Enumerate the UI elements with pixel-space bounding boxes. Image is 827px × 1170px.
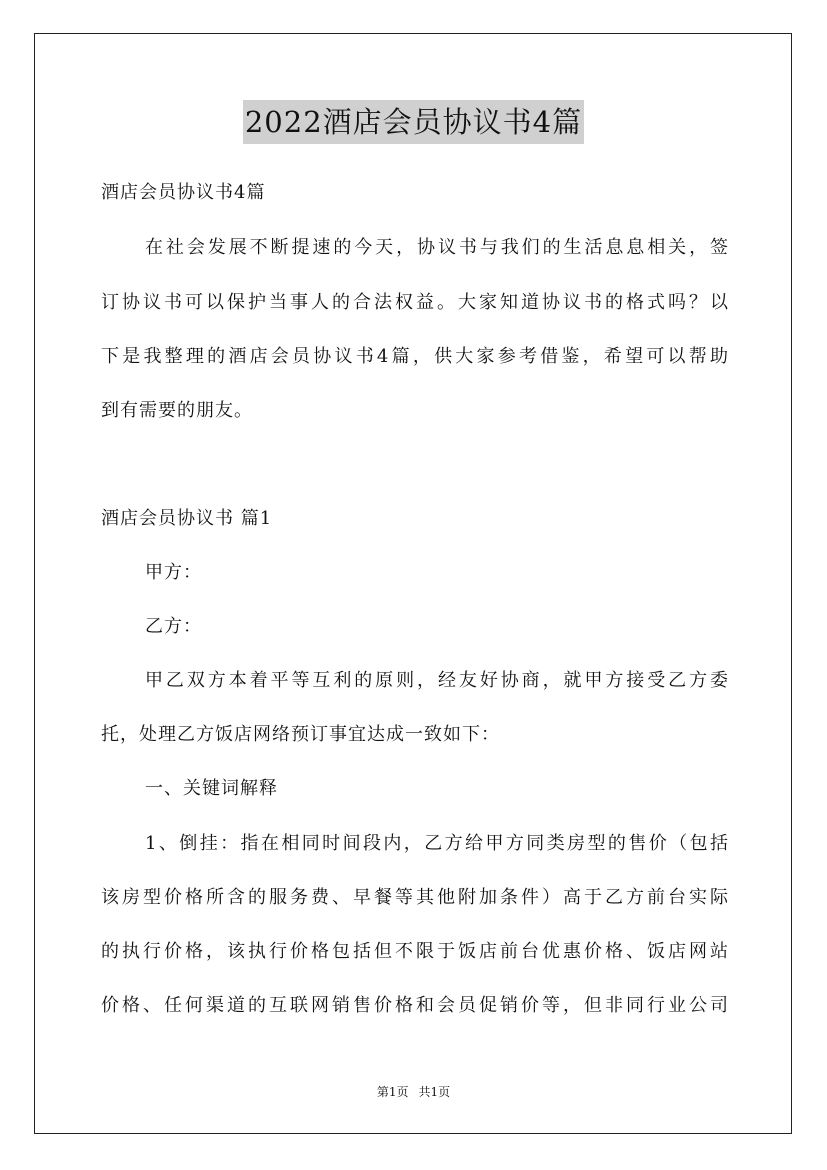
agreement-line-2: 托，处理乙方饭店网络预订事宜达成一致如下：: [101, 724, 500, 745]
clause-line-3: 的执行价格，该执行价格包括但不限于饭店前台优惠价格、饭店网站: [101, 941, 729, 962]
clause-line-1: 1、倒挂：指在相同时间段内，乙方给甲方同类房型的售价（包括: [145, 833, 729, 854]
page-footer: [0, 1084, 827, 1100]
section-heading: 酒店会员协议书 篇1: [101, 508, 273, 529]
clause-line-4: 价格、任何渠道的互联网销售价格和会员促销价等，但非同行业公司: [101, 995, 729, 1016]
document-subtitle: 酒店会员协议书4篇: [101, 182, 266, 203]
clause-line-2: 该房型价格所含的服务费、早餐等其他附加条件）高于乙方前台实际: [101, 887, 729, 908]
intro-line-4: 到有需要的朋友。: [101, 400, 253, 421]
document-title: 2022酒店会员协议书4篇: [243, 100, 584, 144]
title-container: [0, 100, 827, 144]
party-b-label: 乙方：: [145, 616, 202, 637]
intro-line-2: 订协议书可以保护当事人的合法权益。大家知道协议书的格式吗？以: [101, 292, 729, 313]
agreement-line-1: 甲乙双方本着平等互利的原则，经友好协商，就甲方接受乙方委: [145, 670, 729, 691]
page-number: 第1页: [376, 1085, 409, 1099]
intro-line-1: 在社会发展不断提速的今天，协议书与我们的生活息息相关，签: [145, 237, 729, 258]
intro-line-3: 下是我整理的酒店会员协议书4篇，供大家参考借鉴，希望可以帮助: [101, 346, 729, 367]
page-total: 共1页: [418, 1085, 451, 1099]
clause-heading: 一、关键词解释: [145, 778, 278, 799]
party-a-label: 甲方：: [145, 562, 202, 583]
